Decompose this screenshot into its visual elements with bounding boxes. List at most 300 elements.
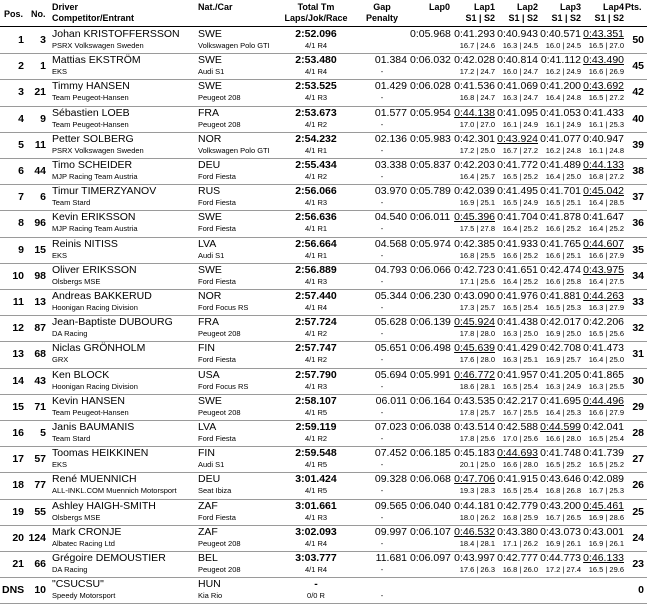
lap2-time: 0:41.438 [497, 316, 538, 329]
car-model: Seat Ibiza [198, 486, 232, 496]
team-name: EKS [52, 67, 68, 77]
header-total: Total Tm [297, 2, 335, 12]
lap2-time: 0:41.704 [497, 211, 538, 224]
points: 36 [632, 217, 644, 230]
lap1-time: 0:43.997 [454, 552, 495, 564]
lap2-time: 0:41.933 [497, 237, 538, 250]
lap1-splits: 17.6 | 28.0 [459, 355, 495, 365]
gap-value: 01.577 [374, 106, 407, 119]
total-time: 3:01.424 [295, 473, 337, 486]
table-row [0, 394, 647, 421]
gap-value: 05.694 [374, 368, 407, 381]
lap3-splits: 16.4 | 24.8 [545, 93, 581, 103]
table-row [0, 184, 647, 211]
lap4-time: 0:46.133 [583, 552, 624, 564]
no-cell: 21 [34, 86, 46, 99]
lap2-splits: 17.1 | 26.2 [502, 538, 538, 548]
gap-value: 01.429 [374, 80, 407, 93]
lap2-time: 0:42.777 [497, 552, 538, 564]
lap3-splits: 16.9 | 25.7 [545, 355, 581, 365]
lap3-splits: 16.2 | 24.9 [545, 67, 581, 77]
lap3-splits: 16.6 | 28.0 [545, 434, 581, 443]
pos-cell: DNS [2, 584, 25, 597]
total-time: 2:56.889 [295, 263, 337, 276]
penalty-value: - [380, 172, 384, 181]
driver-name: Sébastien LOEB [52, 106, 130, 119]
nationality: DEU [198, 159, 221, 171]
pos-cell: 10 [12, 269, 24, 282]
lap2-time: 0:41.495 [497, 185, 538, 198]
lap1-splits: 18.0 | 26.2 [459, 512, 495, 522]
lap1-time: 0:41.536 [454, 80, 495, 93]
lap2-splits: 17.0 | 25.6 [502, 434, 538, 443]
lap0-time: 0:06.032 [410, 54, 451, 67]
nationality: DEU [198, 473, 221, 486]
lap1-splits: 17.2 | 25.0 [459, 145, 495, 155]
driver-name: Janis BAUMANIS [52, 421, 135, 433]
car-model: Ford Fiesta [198, 434, 236, 443]
no-cell: 124 [28, 531, 46, 544]
driver-name: Johan KRISTOFFERSSON [52, 28, 180, 40]
lap2-splits: 16.3 | 24.5 [502, 41, 538, 50]
lap3-splits: 16.9 | 26.1 [545, 538, 581, 548]
lap0-time: 0:06.107 [410, 525, 451, 538]
laps-jok-race: 4/1 R3 [304, 276, 328, 286]
table-row [0, 446, 647, 473]
lap1-splits: 16.8 | 25.5 [459, 250, 495, 260]
driver-name: Petter SOLBERG [52, 132, 134, 145]
lap2-splits: 16.3 | 25.0 [502, 329, 538, 339]
no-cell: 43 [34, 374, 46, 387]
table-row [0, 210, 647, 237]
pos-cell: 18 [12, 479, 24, 492]
lap4-splits: 16.9 | 28.6 [588, 512, 624, 522]
laps-jok-race: 4/1 R2 [304, 329, 328, 339]
car-model: Peugeot 208 [198, 407, 241, 417]
gap-value: 09.565 [374, 499, 407, 512]
lap1-splits: 16.8 | 24.7 [459, 93, 495, 103]
total-time: 2:53.673 [295, 106, 337, 119]
points: 31 [632, 348, 644, 361]
gap-value: 09.997 [374, 525, 407, 538]
total-time: 2:57.724 [295, 316, 337, 329]
lap1-time: 0:46.772 [454, 368, 495, 381]
laps-jok-race: 4/1 R1 [304, 250, 328, 260]
lap3-time: 0:43.073 [540, 525, 581, 538]
nationality: FRA [198, 316, 219, 329]
lap4-time: 0:42.041 [583, 421, 624, 433]
lap1-splits: 17.8 | 25.7 [459, 407, 495, 417]
points: 28 [632, 427, 644, 439]
lap0-time: 0:05.837 [410, 159, 451, 171]
laps-jok-race: 4/1 R3 [304, 381, 328, 391]
team-name: PSRX Volkswagen Sweden [52, 145, 144, 155]
lap4-splits: 16.8 | 27.2 [588, 172, 624, 181]
points: 27 [632, 453, 644, 466]
total-time: - [314, 578, 318, 591]
table-row [0, 79, 647, 106]
lap0-time: 0:06.164 [410, 394, 451, 407]
lap0-time: 0:06.028 [410, 80, 451, 93]
driver-name: "CSUCSU" [52, 578, 104, 591]
gap-value: 05.344 [374, 290, 407, 302]
points: 32 [632, 322, 644, 335]
header-penalty: Penalty [365, 13, 398, 23]
lap1-time: 0:45.183 [454, 447, 495, 460]
lap4-splits: 16.4 | 25.2 [588, 224, 624, 234]
nationality: LVA [198, 237, 217, 250]
team-name: Speedy Motorsport [52, 591, 116, 601]
lap1-splits: 18.4 | 28.1 [459, 538, 495, 548]
lap2-splits: 16.0 | 24.7 [502, 67, 538, 77]
lap3-time: 0:41.077 [540, 132, 581, 145]
lap2-time: 0:43.924 [497, 132, 538, 145]
penalty-value: - [380, 538, 384, 548]
car-model: Ford Fiesta [198, 276, 236, 286]
nationality: FRA [198, 106, 219, 119]
header-lap3: Lap3 [559, 2, 581, 12]
pos-cell: 13 [12, 348, 24, 361]
lap3-splits: 16.7 | 26.5 [545, 512, 581, 522]
lap1-splits: 16.9 | 25.1 [459, 198, 495, 208]
driver-name: Mattias EKSTRÖM [52, 54, 141, 67]
laps-jok-race: 4/1 R1 [304, 145, 328, 155]
gap-value: 04.568 [374, 237, 407, 250]
no-cell: 57 [34, 453, 46, 466]
total-time: 2:56.066 [295, 185, 337, 198]
car-model: Audi S1 [198, 67, 225, 77]
lap4-time: 0:44.133 [583, 159, 624, 171]
points: 26 [632, 479, 644, 492]
lap4-time: 0:42.089 [583, 473, 624, 486]
points: 38 [632, 165, 644, 177]
total-time: 3:02.093 [295, 525, 337, 538]
gap-value: 11.681 [375, 552, 407, 564]
lap3-splits: 16.2 | 24.8 [545, 145, 581, 155]
no-cell: 15 [34, 243, 46, 256]
table-row [0, 525, 647, 552]
nationality: ZAF [198, 525, 218, 538]
driver-name: Timmy HANSEN [52, 80, 130, 93]
car-model: Ford Focus RS [198, 303, 249, 312]
lap2-splits: 16.1 | 24.9 [502, 119, 538, 129]
laps-jok-race: 4/1 R5 [304, 460, 328, 470]
points: 39 [632, 138, 644, 151]
gap-value: 04.793 [374, 263, 407, 276]
lap0-time: 0:06.185 [410, 447, 451, 460]
points: 35 [632, 243, 644, 256]
lap4-time: 0:43.692 [583, 80, 624, 93]
pos-cell: 17 [12, 453, 24, 466]
lap4-time: 0:43.975 [583, 263, 624, 276]
header-laps: Laps/Jok/Race [284, 13, 348, 23]
header-lap1-splits: S1 | S2 [465, 13, 495, 23]
driver-name: Toomas HEIKKINEN [52, 447, 149, 460]
header-competitor: Competitor/Entrant [52, 13, 134, 23]
lap1-splits: 20.1 | 25.0 [459, 460, 495, 470]
driver-name: Kevin HANSEN [52, 394, 125, 407]
lap2-splits: 16.6 | 28.0 [502, 460, 538, 470]
lap4-splits: 16.5 | 25.4 [588, 434, 624, 443]
car-model: Ford Fiesta [198, 198, 236, 208]
car-model: Ford Fiesta [198, 224, 236, 234]
penalty-value: - [380, 224, 384, 234]
lap3-splits: 16.6 | 25.1 [545, 250, 581, 260]
lap0-time: 0:06.068 [410, 473, 451, 486]
lap4-time: 0:44.496 [583, 394, 624, 407]
lap4-splits: 16.4 | 27.5 [588, 276, 624, 286]
table-row [0, 472, 647, 499]
car-model: Peugeot 208 [198, 329, 241, 339]
lap1-splits: 17.0 | 27.0 [459, 119, 495, 129]
lap0-time: 0:05.789 [410, 185, 451, 198]
lap2-splits: 16.7 | 25.5 [502, 407, 538, 417]
car-model: Volkswagen Polo GTI [198, 41, 270, 50]
team-name: MJP Racing Team Austria [52, 172, 138, 181]
lap2-time: 0:41.095 [497, 106, 538, 119]
nationality: SWE [198, 211, 222, 224]
pos-cell: 11 [12, 296, 24, 308]
lap0-time: 0:05.983 [410, 132, 451, 145]
lap4-time: 0:43.490 [583, 54, 624, 67]
lap1-time: 0:42.039 [454, 185, 495, 198]
lap4-time: 0:40.947 [583, 132, 624, 145]
header-pts: Pts. [625, 2, 642, 12]
lap4-time: 0:41.865 [583, 368, 624, 381]
nationality: SWE [198, 263, 222, 276]
nationality: BEL [198, 552, 218, 564]
pos-cell: 12 [12, 322, 24, 335]
gap-value: 05.651 [374, 342, 407, 355]
car-model: Ford Fiesta [198, 512, 236, 522]
nationality: SWE [198, 394, 222, 407]
lap4-splits: 16.5 | 27.0 [588, 41, 624, 50]
car-model: Peugeot 208 [198, 538, 241, 548]
table-row [0, 132, 647, 159]
lap0-time: 0:05.991 [410, 368, 451, 381]
lap1-time: 0:42.028 [454, 54, 495, 67]
lap4-splits: 16.1 | 24.8 [588, 145, 624, 155]
lap4-time: 0:41.739 [583, 447, 624, 460]
total-time: 2:59.119 [295, 421, 337, 433]
team-name: Albatec Racing Ltd [52, 538, 115, 548]
gap-value: 07.023 [374, 421, 407, 433]
no-cell: 44 [34, 165, 46, 177]
points: 24 [632, 531, 644, 544]
penalty-value: - [380, 303, 384, 312]
total-time: 2:52.096 [295, 28, 337, 40]
table-row [0, 27, 647, 54]
laps-jok-race: 4/1 R5 [304, 486, 328, 496]
pos-cell: 19 [12, 505, 24, 518]
lap1-time: 0:44.138 [454, 106, 495, 119]
no-cell: 3 [40, 34, 46, 46]
laps-jok-race: 4/1 R4 [304, 41, 328, 50]
lap4-splits: 16.5 | 25.2 [588, 460, 624, 470]
pos-cell: 15 [12, 400, 24, 413]
lap4-time: 0:43.351 [583, 28, 624, 40]
total-time: 2:59.548 [295, 447, 337, 460]
car-model: Peugeot 208 [198, 93, 241, 103]
lap1-time: 0:46.532 [454, 525, 495, 538]
lap2-splits: 16.8 | 25.9 [502, 512, 538, 522]
lap3-splits: 16.6 | 25.8 [545, 276, 581, 286]
lap2-time: 0:43.380 [497, 525, 538, 538]
lap0-time: 0:06.498 [410, 342, 451, 355]
lap2-time: 0:42.779 [497, 499, 538, 512]
no-cell: 77 [34, 479, 46, 492]
laps-jok-race: 4/1 R4 [304, 303, 328, 312]
team-name: Hoonigan Racing Division [52, 381, 138, 391]
team-name: EKS [52, 460, 68, 470]
driver-name: Andreas BAKKERUD [52, 290, 152, 302]
lap2-splits: 16.4 | 25.2 [502, 224, 538, 234]
points: 0 [638, 584, 644, 597]
car-model: Kia Rio [198, 591, 223, 601]
nationality: FIN [198, 447, 215, 460]
team-name: ALL-INKL.COM Muennich Motorsport [52, 486, 177, 496]
lap4-time: 0:41.647 [583, 211, 624, 224]
team-name: Olsbergs MSE [52, 512, 101, 522]
penalty-value: - [380, 486, 384, 496]
lap3-time: 0:40.571 [540, 28, 581, 40]
total-time: 2:58.107 [295, 394, 337, 407]
driver-name: Grégoire DEMOUSTIER [52, 552, 166, 564]
lap4-splits: 16.3 | 27.9 [588, 303, 624, 312]
lap3-splits: 16.9 | 25.0 [545, 329, 581, 339]
table-header [0, 0, 647, 27]
driver-name: Timo SCHEIDER [52, 159, 133, 171]
lap3-splits: 16.8 | 26.8 [545, 486, 581, 496]
table-row [0, 499, 647, 526]
lap2-splits: 16.3 | 24.7 [502, 93, 538, 103]
lap4-time: 0:42.206 [583, 316, 624, 329]
laps-jok-race: 4/1 R3 [304, 93, 328, 103]
table-row [0, 577, 647, 604]
no-cell: 68 [34, 348, 46, 361]
lap3-splits: 16.5 | 25.1 [545, 198, 581, 208]
pos-cell: 14 [12, 374, 24, 387]
laps-jok-race: 4/1 R2 [304, 355, 328, 365]
lap0-time: 0:06.011 [410, 211, 451, 224]
gap-value: 09.328 [374, 473, 407, 486]
driver-name: Oliver ERIKSSON [52, 263, 137, 276]
points: 42 [632, 86, 644, 99]
lap2-time: 0:41.429 [497, 342, 538, 355]
lap2-splits: 16.5 | 25.4 [502, 381, 538, 391]
team-name: Team Peugeot-Hansen [52, 407, 129, 417]
team-name: Team Peugeot-Hansen [52, 119, 129, 129]
lap4-splits: 16.9 | 26.1 [588, 538, 624, 548]
pos-cell: 16 [12, 427, 24, 439]
points: 30 [632, 374, 644, 387]
lap4-time: 0:44.263 [583, 290, 624, 302]
lap1-time: 0:42.203 [454, 159, 495, 171]
penalty-value: - [380, 67, 384, 77]
pos-cell: 7 [18, 191, 24, 204]
lap0-time: 0:05.954 [410, 106, 451, 119]
table-row [0, 106, 647, 133]
lap1-time: 0:45.639 [454, 342, 495, 355]
points: 33 [632, 296, 644, 308]
penalty-value: - [380, 93, 384, 103]
lap3-splits: 17.2 | 27.4 [545, 565, 581, 574]
lap3-time: 0:41.765 [540, 237, 581, 250]
lap4-splits: 16.7 | 25.3 [588, 486, 624, 496]
points: 23 [632, 558, 644, 570]
nationality: NOR [198, 290, 222, 302]
lap1-time: 0:45.396 [454, 211, 495, 224]
lap4-splits: 16.5 | 25.6 [588, 329, 624, 339]
team-name: DA Racing [52, 565, 88, 574]
lap2-splits: 16.5 | 25.2 [502, 172, 538, 181]
laps-jok-race: 4/1 R3 [304, 512, 328, 522]
lap1-time: 0:43.090 [454, 290, 495, 302]
lap0-time: 0:06.038 [410, 421, 451, 433]
table-row [0, 289, 647, 316]
header-lap0: Lap0 [428, 2, 450, 12]
lap1-splits: 17.2 | 24.7 [459, 67, 495, 77]
car-model: Peugeot 208 [198, 119, 241, 129]
car-model: Audi S1 [198, 460, 225, 470]
header-driver: Driver [52, 2, 79, 12]
lap2-time: 0:42.217 [497, 394, 538, 407]
table-row [0, 53, 647, 80]
team-name: MJP Racing Team Austria [52, 224, 138, 234]
header-gap: Gap [373, 2, 391, 12]
no-cell: 13 [34, 296, 46, 308]
header-lap3-splits: S1 | S2 [551, 13, 581, 23]
lap1-time: 0:44.181 [454, 499, 495, 512]
lap1-splits: 19.3 | 28.3 [459, 486, 495, 496]
pos-cell: 6 [18, 165, 24, 177]
penalty-value: - [380, 512, 384, 522]
pos-cell: 3 [18, 86, 24, 99]
lap2-time: 0:41.651 [497, 263, 538, 276]
team-name: Hoonigan Racing Division [52, 303, 138, 312]
lap2-time: 0:41.069 [497, 80, 538, 93]
lap0-time: 0:05.974 [410, 237, 451, 250]
penalty-value: - [380, 145, 384, 155]
penalty-value: - [380, 407, 384, 417]
lap1-splits: 16.7 | 24.6 [459, 41, 495, 50]
lap0-time: 0:06.066 [410, 263, 451, 276]
pos-cell: 9 [18, 243, 24, 256]
lap4-splits: 16.6 | 27.9 [588, 407, 624, 417]
nationality: USA [198, 368, 220, 381]
penalty-value: - [380, 250, 384, 260]
points: 40 [632, 112, 644, 125]
lap3-time: 0:43.646 [540, 473, 581, 486]
lap1-time: 0:42.385 [454, 237, 495, 250]
total-time: 3:03.777 [295, 552, 337, 564]
header-no: No. [31, 9, 46, 19]
driver-name: Niclas GRÖNHOLM [52, 342, 146, 355]
nationality: SWE [198, 54, 222, 67]
nationality: NOR [198, 132, 222, 145]
lap0-time: 0:06.097 [410, 552, 451, 564]
team-name: DA Racing [52, 329, 88, 339]
table-row [0, 341, 647, 368]
nationality: HUN [198, 578, 221, 591]
lap4-splits: 16.4 | 28.5 [588, 198, 624, 208]
header-lap2: Lap2 [516, 2, 538, 12]
total-time: 2:56.664 [295, 237, 337, 250]
team-name: Olsbergs MSE [52, 276, 101, 286]
lap1-splits: 17.6 | 26.3 [459, 565, 495, 574]
lap4-splits: 16.6 | 27.9 [588, 250, 624, 260]
nationality: RUS [198, 185, 221, 198]
